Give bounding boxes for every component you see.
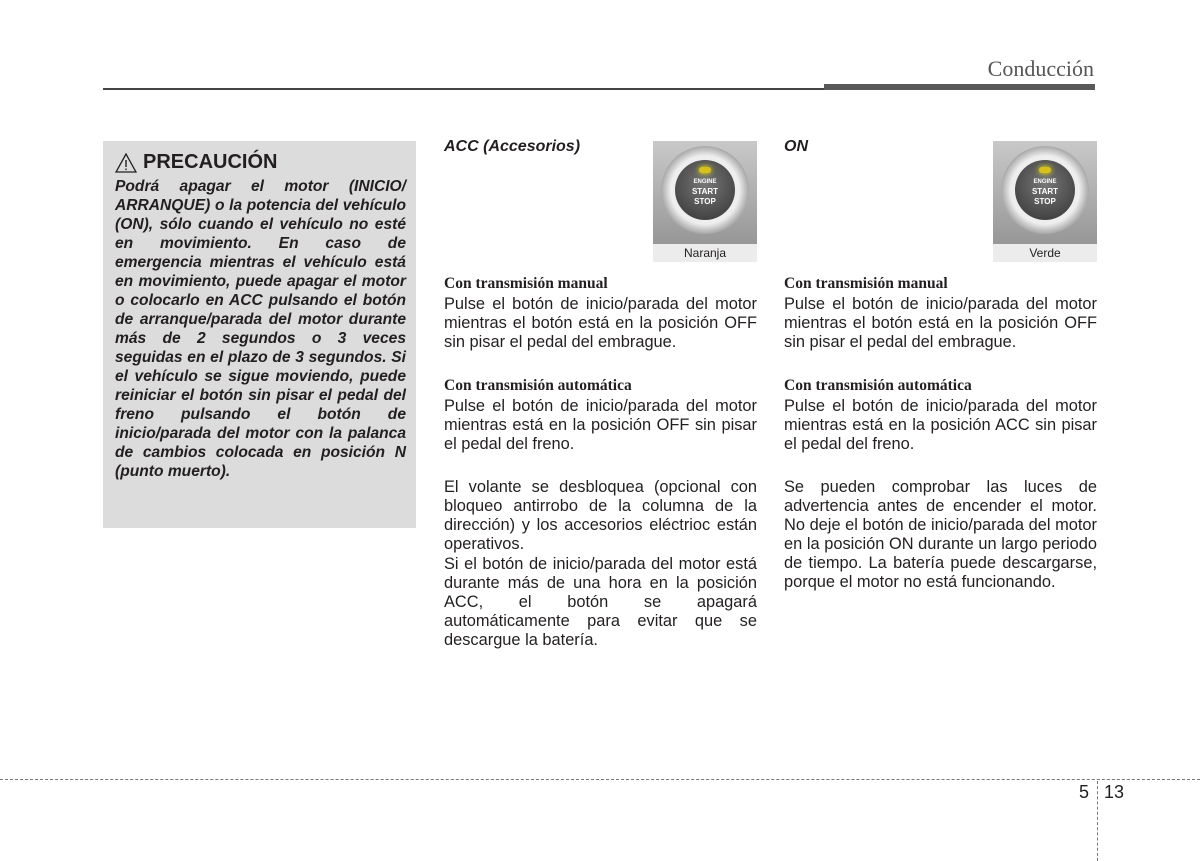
- subheading: Con transmisión automática: [444, 377, 632, 394]
- start-button-image-acc: [653, 141, 757, 262]
- btn-label: ENGINE: [1033, 179, 1057, 185]
- page-number: 13: [1104, 782, 1125, 802]
- on-heading: ON: [784, 138, 808, 155]
- caution-text: Podrá apagar el motor (INICIO/ ARRANQUE) o la potencia del vehículo (ON), sólo cuando el vehículo no esté en movimiento. En caso de emergencia mientras el vehículo está en movimiento, puede apagar el motor o colocarlo en ACC pulsando el botón de arranque/parada del motor durante más de 2 segundos o 3 veces seguidas en el plazo de 3 segundos. Si el vehículo se sigue moviendo, puede reiniciar el botón sin pisar el pedal del freno pulsando el botón de inicio/parada del motor con la palanca de cambios colocada en posición N (punto muerto).: [115, 178, 406, 480]
- btn-label: ENGINE: [693, 179, 717, 185]
- paragraph: Se pueden comprobar las luces de advertencia antes de encender el motor. No deje el botón de inicio/parada del motor en la posición ON durante un largo periodo de tiempo. La batería puede descargarse, porque el motor no está funcionando.: [784, 478, 1097, 591]
- paragraph: Pulse el botón de inicio/parada del motor mientras el botón está en la posición OFF sin pisar el pedal del embrague.: [784, 295, 1097, 351]
- acc-heading: ACC (Accesorios): [444, 138, 581, 155]
- caution-box: [103, 141, 416, 528]
- acc-column: [444, 138, 757, 649]
- footer-divider: [1097, 781, 1098, 861]
- section-title: Conducción: [987, 56, 1094, 81]
- btn-label: STOP: [1034, 197, 1056, 206]
- subheading: Con transmisión manual: [444, 275, 608, 292]
- btn-label: START: [1031, 187, 1059, 196]
- image-caption: Verde: [993, 244, 1097, 262]
- caution-heading: [115, 151, 406, 174]
- btn-label: START: [691, 187, 719, 196]
- image-caption: Naranja: [653, 244, 757, 262]
- chapter-number: 5: [1079, 782, 1090, 802]
- warning-icon: [115, 153, 137, 173]
- on-column: [784, 138, 1097, 591]
- indicator-lamp-icon: [1039, 167, 1051, 173]
- paragraph: El volante se desbloquea (opcional con bloqueo antirrobo de la columna de la dirección) y los accesorios eléctrioc están operativos.: [444, 478, 757, 553]
- paragraph: Pulse el botón de inicio/parada del motor mientras el botón está en la posición OFF sin pisar el pedal del embrague.: [444, 295, 757, 351]
- caution-title: PRECAUCIÓN: [143, 151, 278, 173]
- paragraph: Si el botón de inicio/parada del motor está durante más de una hora en la posición ACC, el botón se apagará automáticamente para evitar que se descargue la batería.: [444, 555, 757, 649]
- subheading: Con transmisión automática: [784, 377, 972, 394]
- paragraph: Pulse el botón de inicio/parada del motor mientras está en la posición OFF sin pisar el pedal del freno.: [444, 397, 757, 453]
- start-button-image-on: [993, 141, 1097, 262]
- paragraph: Pulse el botón de inicio/parada del motor mientras está en la posición ACC sin pisar el pedal del freno.: [784, 397, 1097, 453]
- footer-rule: [0, 779, 1200, 780]
- subheading: Con transmisión manual: [784, 275, 948, 292]
- header-bar: [824, 84, 1095, 90]
- indicator-lamp-icon: [699, 167, 711, 173]
- btn-label: STOP: [694, 197, 716, 206]
